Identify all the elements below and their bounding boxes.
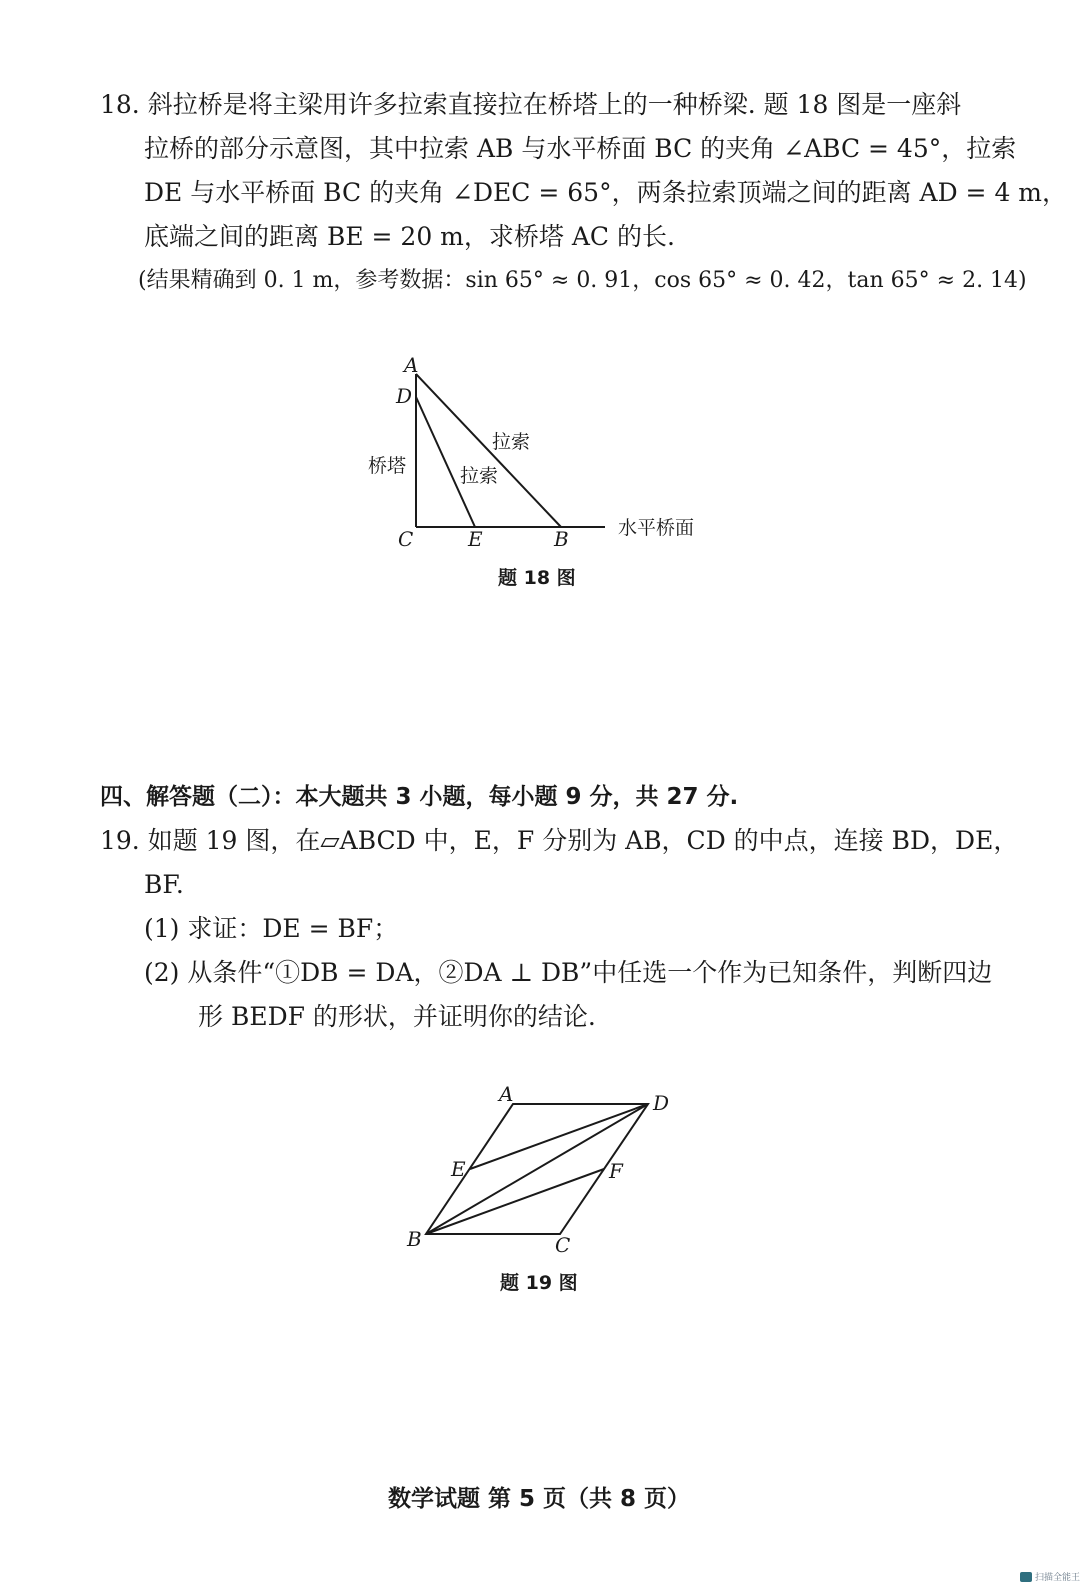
fig18-caption: 题 18 图 [498,567,576,589]
fig18-label-d: D [396,384,413,408]
fig19-label-a: A [499,1082,514,1106]
cable-label-inner: 拉索 [460,465,499,487]
q19-part-2-cont: 形 BEDF 的形状，并证明你的结论. [198,1002,596,1031]
fig19-label-b: B [407,1227,422,1251]
watermark-text: 扫描全能王 [1035,1573,1080,1583]
fig18-label-a: A [404,353,419,377]
watermark [1020,1570,1080,1583]
q18-note: (结果精确到 0. 1 m，参考数据：sin 65° ≈ 0. 91，cos 65° ≈ 0. 42，tan 65° ≈ 2. 14) [138,268,1027,293]
section-heading: 四、解答题（二）：本大题共 3 小题，每小题 9 分，共 27 分. [100,784,739,810]
q19-part-2: (2) 从条件“①DB = DA，②DA ⊥ DB”中任选一个作为已知条件，判断四边 [144,958,993,987]
fig18-label-b: B [554,527,569,551]
deck-label: 水平桥面 [618,517,695,539]
figure-19 [0,1060,1080,1280]
scanner-logo-icon [1020,1572,1032,1582]
fig19-label-c: C [555,1233,571,1257]
q18-line-3: DE 与水平桥面 BC 的夹角 ∠DEC = 65°，两条拉索顶端之间的距离 AD = 4 m， [144,178,1068,207]
cable-de [416,397,475,527]
q18-line-4: 底端之间的距离 BE = 20 m，求桥塔 AC 的长. [144,222,675,251]
fig19-label-f: F [609,1159,623,1183]
figure-18 [0,0,1080,600]
fig18-label-e: E [468,527,483,551]
q18-line-1: 18. 斜拉桥是将主梁用许多拉索直接拉在桥塔上的一种桥梁. 题 18 图是一座斜 [100,90,962,119]
fig19-label-d: D [653,1091,670,1115]
cable-ab [416,374,561,527]
q19-line-1: 19. 如题 19 图，在▱ABCD 中，E，F 分别为 AB，CD 的中点，连接 BD，DE， [100,826,1019,855]
fig18-label-c: C [398,527,414,551]
page-footer: 数学试题 第 5 页（共 8 页） [388,1486,691,1512]
q19-line-2: BF. [144,870,184,899]
q19-part-1: (1) 求证：DE = BF； [144,914,399,943]
fig19-label-e: E [451,1157,466,1181]
tower-label: 桥塔 [368,455,407,477]
cable-label-outer: 拉索 [492,431,531,453]
q18-line-2: 拉桥的部分示意图，其中拉索 AB 与水平桥面 BC 的夹角 ∠ABC = 45°，拉索 [144,134,1017,163]
fig19-caption: 题 19 图 [500,1272,578,1294]
